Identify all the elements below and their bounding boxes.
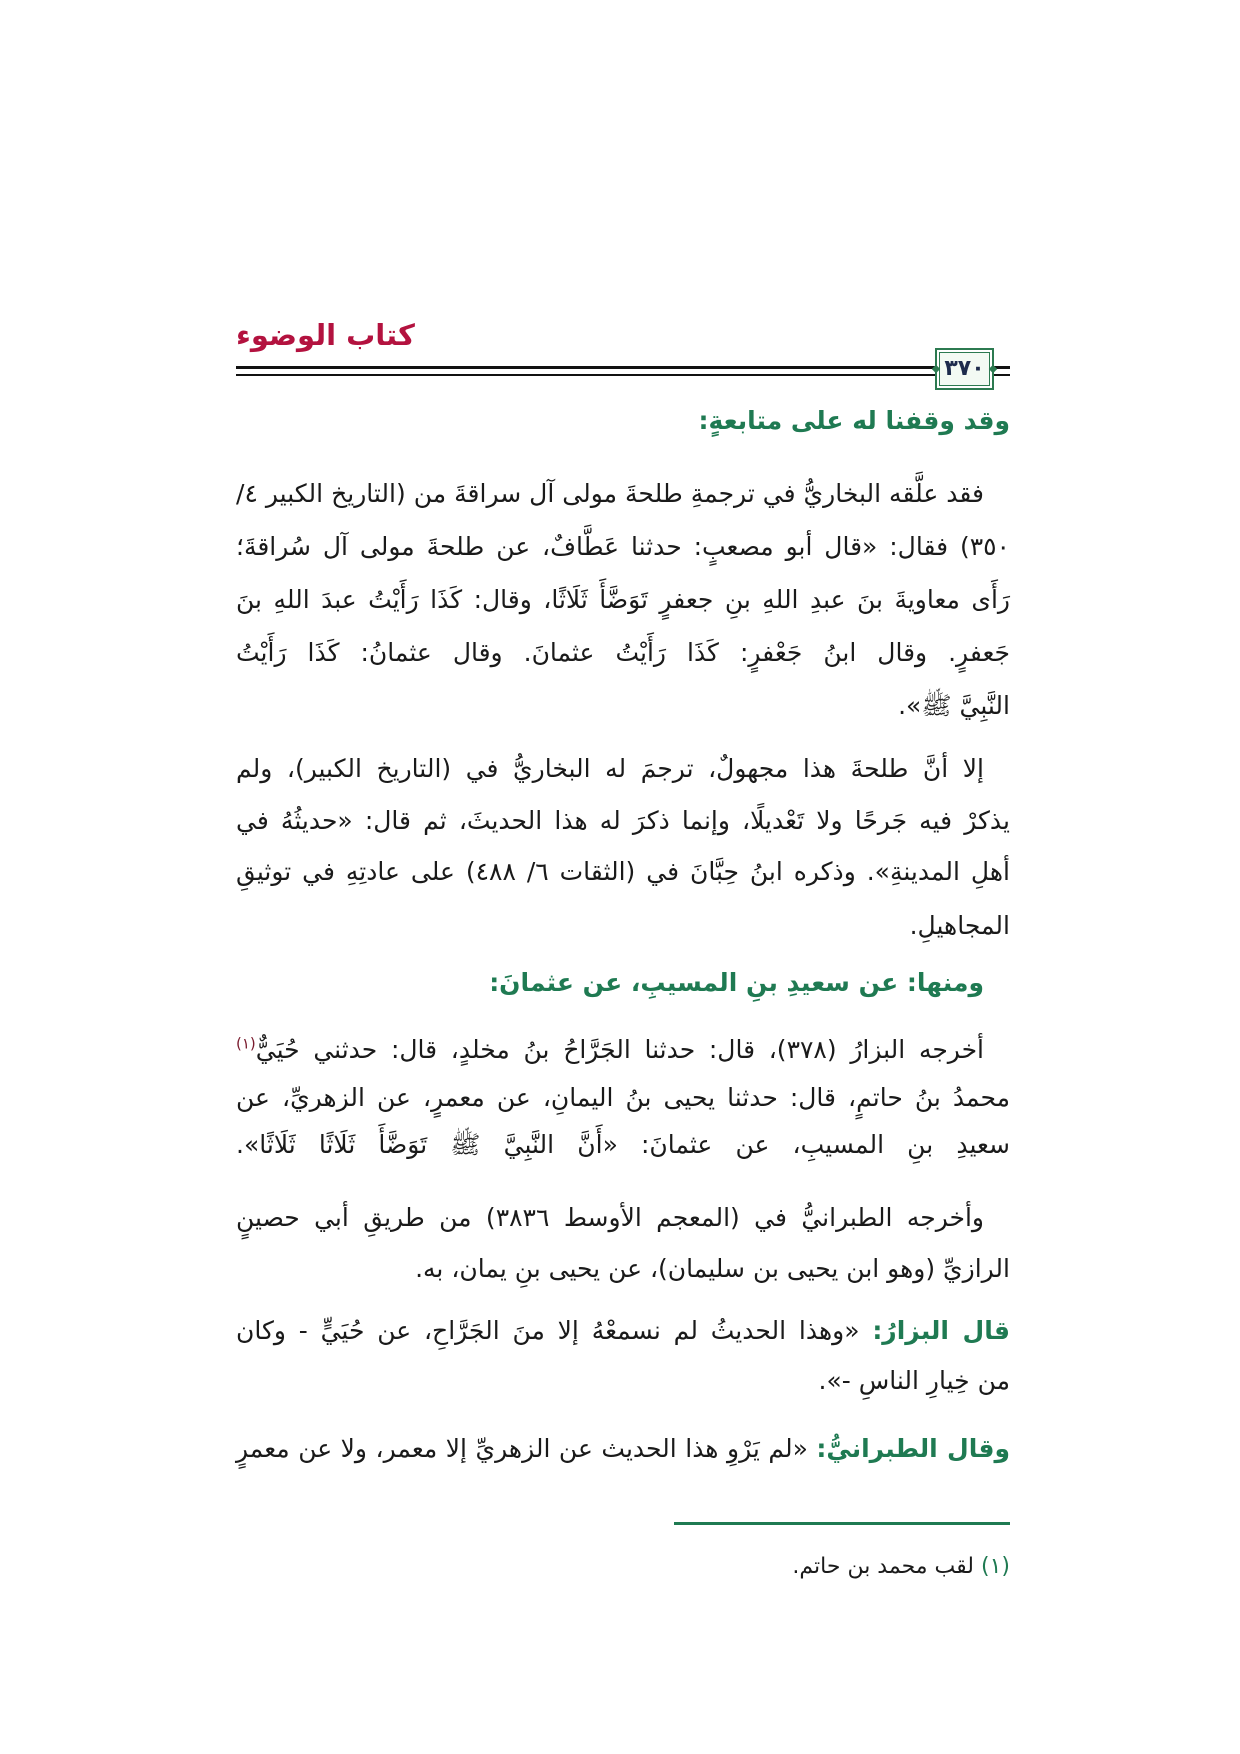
paragraph-1-line-4: جَعفرٍ. وقال ابنُ جَعْفرٍ: كَذَا رَأَيْتُ عثمانَ. وقال عثمانُ: كَذَا رَأَيْتُ: [236, 638, 1010, 667]
paragraph-4-line-1: وأخرجه الطبرانيُّ في (المعجم الأوسط ٣٨٣٦) من طريقِ أبي حصينٍ: [236, 1203, 985, 1232]
header-rule-thin: [236, 374, 935, 376]
paragraph-2-line-1: إلا أنَّ طلحةَ هذا مجهولٌ، ترجمَ له البخاريُّ في (التاريخ الكبير)، ولم: [236, 754, 984, 783]
paragraph-2-line-2: يذكرْ فيه جَرحًا ولا تَعْديلًا، وإنما ذكرَ له هذا الحديثَ، ثم قال: «حديثُهُ في: [236, 806, 1010, 835]
page-number-frame: [935, 348, 994, 390]
paragraph-3-line-1-text: أخرجه البزارُ (٣٧٨)، قال: حدثنا الجَرَّاحُ بنُ مخلدٍ، قال: حدثني حُيَيٌّ: [255, 1035, 984, 1064]
header-rule-thin-right: [994, 374, 1010, 376]
paragraph-6-line-1: [236, 1424, 1010, 1474]
paragraph-1-line-2: ٣٥٠) فقال: «قال أبو مصعبٍ: حدثنا عَطَّافٌ، عن طلحةَ مولى آل سُراقةَ؛: [236, 532, 1010, 561]
paragraph-5-lead: قال البزارُ:: [872, 1316, 1010, 1345]
section-heading-1: وقد وقفنا له على متابعةٍ:: [698, 406, 1010, 435]
paragraph-6-line-1-text: «لم يَرْوِ هذا الحديث عن الزهريِّ إلا معمر، ولا عن معمرٍ: [236, 1434, 817, 1463]
paragraph-4-line-2: الرازيِّ (وهو ابن يحيى بن سليمان)، عن يحيى بنِ يمان، به.: [415, 1254, 1010, 1283]
paragraph-5-line-2: من خِيارِ الناسِ -».: [818, 1366, 1010, 1395]
paragraph-1-line-1: فقد علَّقه البخاريُّ في ترجمةِ طلحةَ مولى آل سراقةَ من (التاريخ الكبير ٤/: [236, 479, 984, 508]
paragraph-1-line-3: رَأَى معاويةَ بنَ عبدِ اللهِ بنِ جعفرٍ تَوَضَّأَ ثَلَاثًا، وقال: كَذَا رَأَيْتُ عبدَ اللهِ بنَ: [236, 585, 1010, 614]
paragraph-6-lead: وقال الطبرانيُّ:: [816, 1434, 1010, 1463]
section-heading-2: ومنها: عن سعيدِ بنِ المسيبِ، عن عثمانَ:: [489, 968, 984, 997]
paragraph-2-line-3: أهلِ المدينةِ». وذكره ابنُ حِبَّانَ في (الثقات ٦/ ٤٨٨) على عادتِهِ في توثيقِ: [236, 857, 1010, 886]
footnote-reference: (١): [236, 1034, 256, 1053]
paragraph-2-line-4: المجاهيلِ.: [909, 911, 1010, 940]
page-number: ٣٧٠: [944, 356, 985, 381]
paragraph-3-line-3: سعيدِ بنِ المسيبِ، عن عثمانَ: «أَنَّ النَّبِيَّ ﷺ تَوَضَّأَ ثَلَاثًا ثَلَاثًا».: [236, 1130, 1010, 1159]
paragraph-3-line-2: محمدُ بنُ حاتمٍ، قال: حدثنا يحيى بنُ اليمانِ، عن معمرٍ، عن الزهريِّ، عن: [236, 1083, 1010, 1112]
footnote-separator: [674, 1522, 1010, 1525]
paragraph-1-line-5: النَّبِيَّ ﷺ».: [898, 691, 1010, 720]
paragraph-5-line-1-text: «وهذا الحديثُ لم نسمعْهُ إلا منَ الجَرَّاحِ، عن حُيَيٍّ - وكان: [236, 1316, 873, 1345]
footnote: [236, 1549, 1010, 1585]
footnote-text: لقب محمد بن حاتم.: [792, 1554, 981, 1579]
header-rule-thick: [236, 366, 935, 369]
paragraph-5-line-1: [236, 1306, 1010, 1356]
paragraph-3-line-1: [236, 1025, 1010, 1075]
running-header-title: كتاب الوضوء: [236, 318, 415, 352]
footnote-marker: (١): [980, 1554, 1010, 1579]
